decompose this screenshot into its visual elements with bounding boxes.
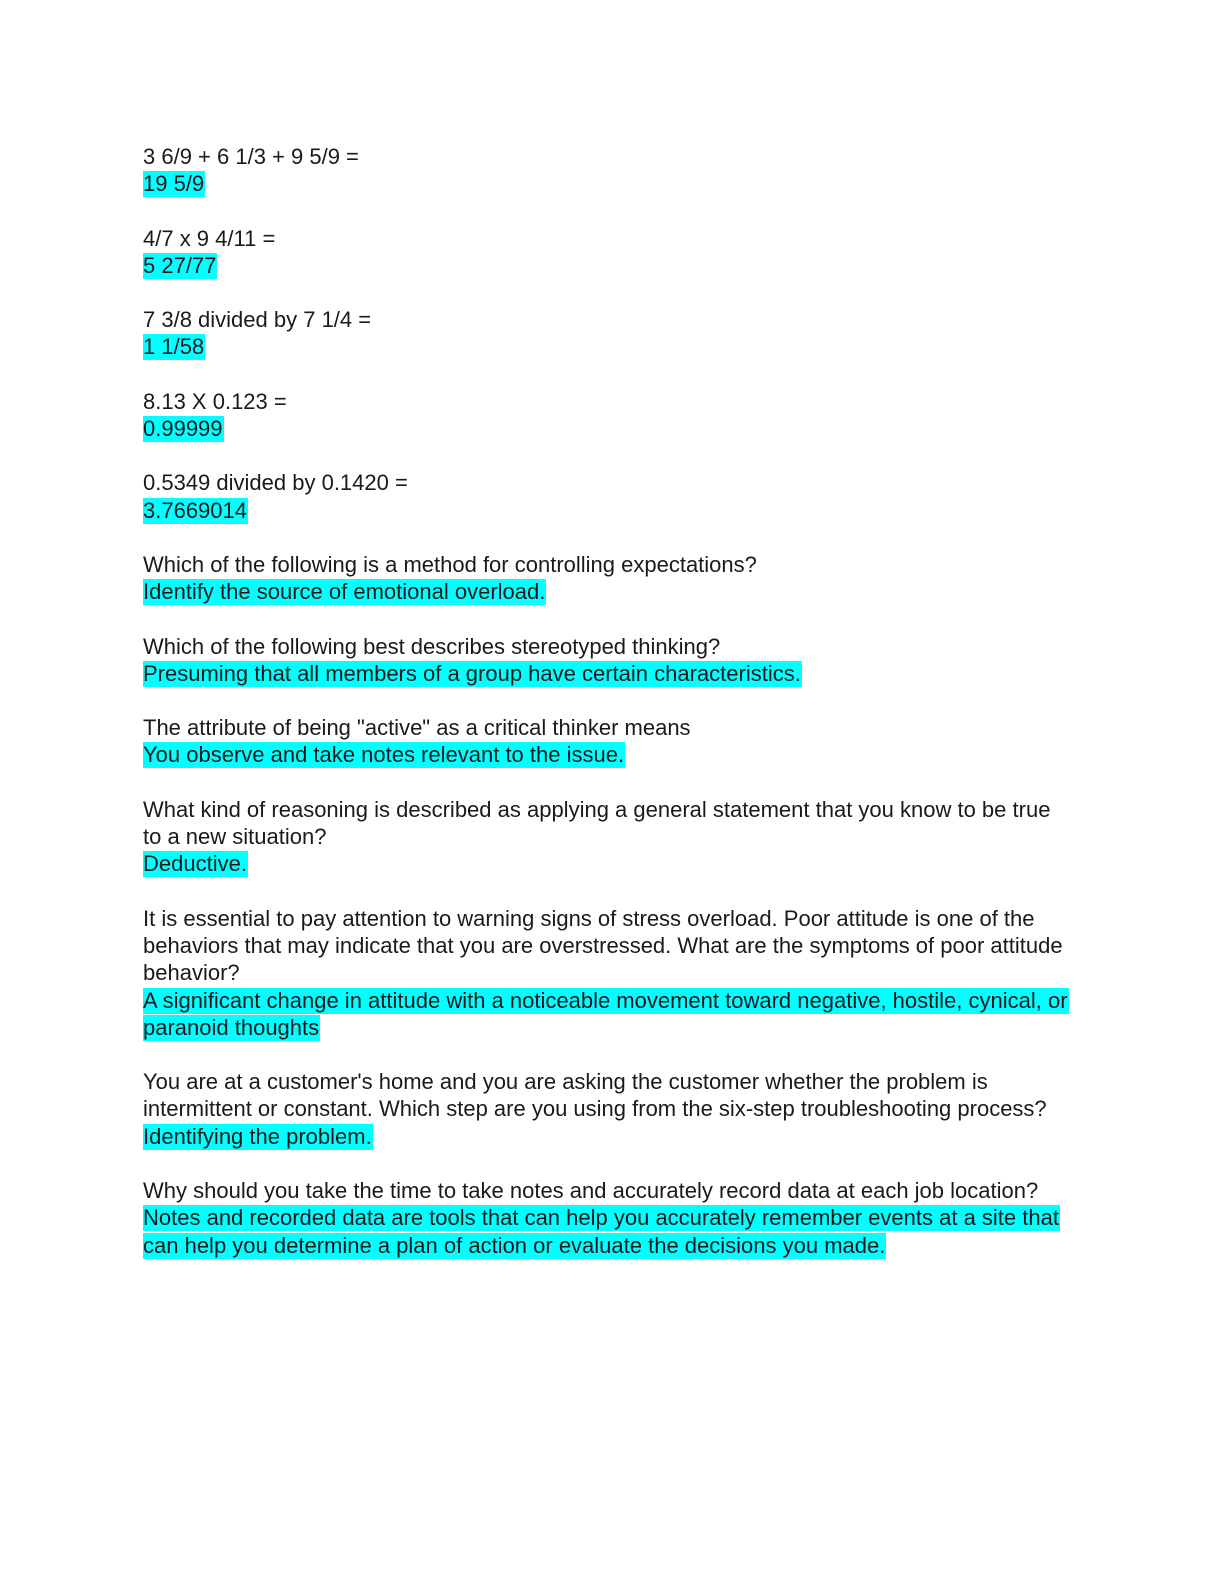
answer-line xyxy=(143,850,1073,877)
question-text: Why should you take the time to take notes and accurately record data at each job location? xyxy=(143,1178,1039,1204)
question-text: 8.13 X 0.123 = xyxy=(143,388,287,414)
question-text: 0.5349 divided by 0.1420 = xyxy=(143,470,408,496)
qa-item-9 xyxy=(143,796,1073,878)
highlighted-answer: Deductive. xyxy=(143,851,247,877)
answer-line xyxy=(143,1204,1073,1259)
answer-line xyxy=(143,1123,1073,1150)
highlighted-answer: Notes and recorded data are tools that can help you accurately remember events at a site that can help you determine a plan of action or evaluate the decisions you made. xyxy=(143,1205,1059,1258)
question-text: Which of the following best describes stereotyped thinking? xyxy=(143,633,721,659)
answer-line xyxy=(143,578,1073,605)
highlighted-answer: Identifying the problem. xyxy=(143,1123,372,1149)
question-text: You are at a customer's home and you are asking the customer whether the problem is intermittent or constant. Which step are you using from the six-step troubleshooting process? xyxy=(143,1069,1047,1122)
highlighted-answer: 19 5/9 xyxy=(143,171,205,197)
highlighted-answer: 5 27/77 xyxy=(143,252,217,278)
highlighted-answer: 1 1/58 xyxy=(143,334,205,360)
answer-line xyxy=(143,741,1073,768)
highlighted-answer: A significant change in attitude with a noticeable movement toward negative, hostile, cynical, or paranoid thoughts xyxy=(143,987,1068,1040)
answer-line xyxy=(143,333,1073,360)
qa-item-10 xyxy=(143,905,1073,1041)
qa-item-2 xyxy=(143,225,1073,280)
question-text: 7 3/8 divided by 7 1/4 = xyxy=(143,307,372,333)
question-text: It is essential to pay attention to warning signs of stress overload. Poor attitude is one of the behaviors that may indicate that you are overstressed. What are the symptoms of poor attitude behavior? xyxy=(143,905,1063,986)
highlighted-answer: Presuming that all members of a group have certain characteristics. xyxy=(143,660,801,686)
document-page xyxy=(143,143,1073,1286)
answer-line xyxy=(143,170,1073,197)
answer-line xyxy=(143,660,1073,687)
answer-line xyxy=(143,497,1073,524)
highlighted-answer: You observe and take notes relevant to the issue. xyxy=(143,742,625,768)
qa-item-1 xyxy=(143,143,1073,198)
qa-item-3 xyxy=(143,306,1073,361)
qa-item-4 xyxy=(143,388,1073,443)
answer-line xyxy=(143,252,1073,279)
qa-item-5 xyxy=(143,469,1073,524)
answer-line xyxy=(143,415,1073,442)
highlighted-answer: 3.7669014 xyxy=(143,497,247,523)
question-text: 3 6/9 + 6 1/3 + 9 5/9 = xyxy=(143,144,359,169)
question-text: 4/7 x 9 4/11 = xyxy=(143,225,276,251)
question-text: Which of the following is a method for controlling expectations? xyxy=(143,551,757,577)
question-text: The attribute of being "active" as a critical thinker means xyxy=(143,715,691,741)
qa-item-7 xyxy=(143,633,1073,688)
qa-item-8 xyxy=(143,714,1073,769)
highlighted-answer: Identify the source of emotional overload. xyxy=(143,579,546,605)
question-text: What kind of reasoning is described as applying a general statement that you know to be true to a new situation? xyxy=(143,796,1051,850)
qa-item-12 xyxy=(143,1177,1073,1259)
qa-item-11 xyxy=(143,1068,1073,1150)
answer-line xyxy=(143,987,1073,1042)
qa-item-6 xyxy=(143,551,1073,606)
highlighted-answer: 0.99999 xyxy=(143,416,223,442)
